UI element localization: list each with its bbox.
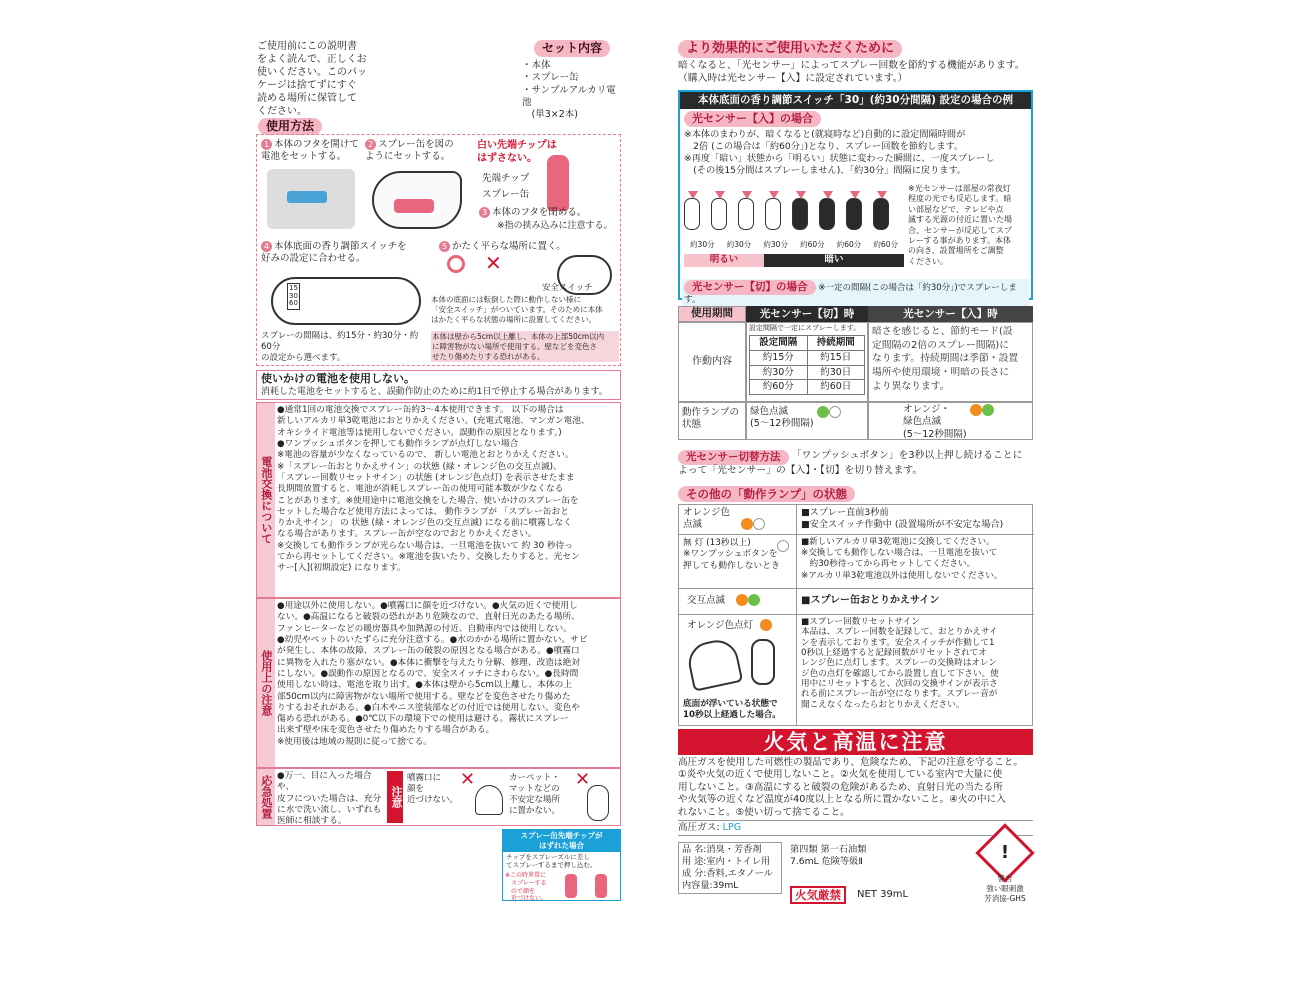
period-header: 使用期間 xyxy=(678,306,746,322)
fire-text: 高圧ガスを使用した可燃性の製品であり、危険なため、下記の注意を守ること。 ①炎や火気の近くで使用しないこと。②火気を使用している室内で大量に使 用しないこと。③高温にすると破裂の危険があるため、直射日光の当たる所 や火気等の近くなど温度が40度以上となる所に置かないこと。④火の中に入 れないこと。⑤使い切って捨てること。 xyxy=(678,757,1023,818)
timeline-interval-label: 約60分 xyxy=(836,240,862,249)
face-icon xyxy=(475,785,503,815)
tip-small-title: スプレー缶先端チップが はずれた場合 xyxy=(503,830,620,852)
timeline-interval-label: 約60分 xyxy=(873,240,898,249)
timeline-device-icon xyxy=(684,198,700,230)
step5-text: かたく平らな場所に置く。 xyxy=(452,241,566,252)
step4-text: 本体底面の香り調節スイッチを 好みの設定に合わせる。 xyxy=(261,241,407,265)
interval-row xyxy=(750,380,865,395)
step4-icon: 4 xyxy=(261,241,272,252)
orange-alt-icon xyxy=(736,594,748,606)
sec2-text: ●用途以外に使用しない。●噴霧口に顔を近づけない。●火気の近くで使用し ない。●高温になると破裂の恐れがあり危険なので、直射日光のあたる場所、 ファンヒーターなどの暖房器具や加熱源の付近、自動車内では使用しない。 ●幼児やペットのいたずらに充分注意する。●水のかかる場所に置かない。サビ が発生し、本体の故障、スプレー缶の破裂の原因となる場合がある。●噴霧口 に異物を入れたり塞がない。●本体に衝撃を与えたり分解、修理、改造は絶対 にしない。●誤動作の原因となるので、安全スイッチにさわらない。●長時間 使用しない時は、電池を取り出す。●本体は壁から5cm以上離し、本体の上 部50cm以内に障害物がない場所で使用する。壁などを変色させたり傷めた りするおそれがある。●白木やニス塗装部などの付近では使用しない。変色や 傷める恐れがある。●0℃以下の環境下での使用は避ける。霧状にスプレー 出来ず壁や床を変色させたり傷めたりする場合がある。 ※使用後は地域の規則に従って捨てる。 xyxy=(277,601,588,747)
example-header: 本体底面の香り調節スイッチ「30」(約30分間隔) 設定の場合の例 xyxy=(680,92,1031,109)
switch-title: 光センサー切替方法 xyxy=(678,450,789,465)
interval-row xyxy=(750,350,865,365)
hazard-info: 第四類 第一石油類 7.6mL 危険等級Ⅱ xyxy=(790,844,867,867)
timeline-interval-label: 約30分 xyxy=(726,240,752,249)
step3-note: ※指の挟み込みに注意する。 xyxy=(497,221,613,231)
tip-warning: 白い先端チップは はずさない。 xyxy=(477,140,557,164)
usage-title: 使用方法 xyxy=(258,118,322,135)
example-box xyxy=(678,90,1033,306)
battery-note: 消耗した電池をセットすると、誤動作防止のために約1日で停止する場合があります。 xyxy=(261,386,608,397)
lamp-label: 動作ランプの 状態 xyxy=(678,402,746,440)
switch-illustration xyxy=(271,277,421,325)
spray-can-small-icon-2 xyxy=(595,874,607,898)
usage-box xyxy=(256,134,621,366)
caution-label: 注意 xyxy=(387,771,403,823)
battery-title: 使いかけの電池を使用しない。 xyxy=(261,372,415,385)
sec3-label: 応急処置 xyxy=(257,769,275,825)
intro-text: ご使用前にこの説明書 をよく読んで、正しくお 使いください。このパッ ケージは捨てずにすぐ 読める場所に保管して ください。 xyxy=(257,41,367,117)
duration-cell: 約60日 xyxy=(807,380,865,395)
lamp-off: 緑色点滅 (5～12秒間隔) xyxy=(750,406,814,430)
step3-text: 本体のフタを閉める。 xyxy=(492,207,587,218)
interval-row xyxy=(750,365,865,380)
timeline-device-icon xyxy=(738,198,754,230)
off-header: 光センサー【切】時 xyxy=(746,306,868,322)
period-label: 作動内容 xyxy=(678,322,746,402)
ng-cross-icon: ✕ xyxy=(485,251,502,275)
timeline-interval-label: 約60分 xyxy=(800,240,825,249)
step1-text: 本体のフタを開けて 電池をセットする。 xyxy=(261,139,359,163)
tip-label: 先端チップ xyxy=(482,173,530,184)
lamp2-state: 無 灯 (13秒以上) ※ワンプッシュボタンを 押しても動作しないとき xyxy=(683,538,780,571)
ok-circle-icon xyxy=(447,255,465,273)
col-interval: 設定間隔 xyxy=(750,335,808,350)
timeline-interval-label: 約30分 xyxy=(763,240,788,249)
sensor-on-text: ※本体のまわりが、暗くなると(就寝時など)自動的に設定間隔時間が 2倍 (この場合は「約60分」)となり、スプレー回数を節約します。 ※再度「暗い」状態から「明るい」状態に変わった瞬間に、一度スプレーし (その後15分間はスプレーしません)、「約30分」間隔に戻ります。 xyxy=(684,128,995,176)
duration-cell: 約30日 xyxy=(807,365,865,380)
effect-title: より効果的にご使用いただくために xyxy=(678,40,902,58)
fire-banner: 火気と高温に注意 xyxy=(678,729,1033,755)
sec3-text: ●万一、目に入った場合や、 皮フについた場合は、充分 に水で洗い流し、いずれも 医師に相談する。 xyxy=(277,771,382,827)
lamp-on: オレンジ・ 緑色点滅 (5～12秒間隔) xyxy=(903,404,967,440)
set-items: ・本体 ・スプレー缶 ・サンプルアルカリ電池 (単3×2本) xyxy=(522,60,616,121)
battery-warning-box xyxy=(256,370,621,400)
sensor-side-note: ※光センサーは部屋の常夜灯 程度の光でも反応します。暗 い部屋などで、テレビや点 滅する光源の付近に置いた場 合、センサーが反応してスプ レーする事があります。本体 の向き、設置場所をご調整 ください。 xyxy=(908,184,1012,266)
step3-icon: 3 xyxy=(479,207,490,218)
period-table xyxy=(678,306,1033,441)
sec1-text: ●通常1回の電池交換でスプレー缶約3～4本使用できます。 以下の場合は 新しいアルカリ単3乾電池におとりかえください。(充電式電池、マンガン電池、 オキシライド電池等は使用しないでください。誤動作の原因となります。) ●ワンプッシュボタンを押しても動作ランプが点灯しない場合 ※電池の容量が少なくなっているので、 新しい電池とおとりかえください。 ※「スプレー缶おとりかえサイン」の状態 (緑・オレンジ色の交互点滅)、 「スプレー回数リセットサイン」の状態 (オレンジ色点灯) を表示させたまま 長期間放置すると、電池が消耗しスプレー缶の使用可能本数が少なくなる ことがあります。※使用途中に電池交換をした場合、使いかけのスプレー缶を セットした場合など使用方法によっては、 動作ランプが 「スプレー缶おと りかえサイン」 の 状態 (緑・オレンジ色の交互点滅) になる前に噴霧しなく なる場合があります。スプレー缶が空なのでおとりかえください。 ※交換しても動作ランプが光らない場合は、一旦電池を抜いて 約 30 秒待っ てから再セットしてください。※電池を抜いたり、交換したりすると、光セン サー[入](初期設定) になります。 xyxy=(277,405,590,574)
spray-bottle-icon xyxy=(547,155,569,211)
timeline-device-icon xyxy=(765,198,781,230)
ghs-text: 警告 強い眼刺激 芳消協-GHS xyxy=(984,874,1026,903)
sensor-off-title: 光センサー【切】の場合 xyxy=(684,280,816,295)
interval-cell: 約30分 xyxy=(750,365,808,380)
tip-detached-box xyxy=(502,829,621,901)
green-alt-icon xyxy=(748,594,760,606)
lamp-state-table xyxy=(678,504,1033,726)
caution-2: カーペット・ マットなどの 不安定な場所 に置かない。 xyxy=(509,773,561,817)
sensor-off-text: ※一定の間隔(この場合は「約30分」)でスプレーします。 xyxy=(684,283,1017,306)
fire-strict-label: 火気厳禁 xyxy=(790,886,846,904)
ng-carpet-cross-icon: ✕ xyxy=(575,769,591,790)
lamp3-state: 交互点滅 xyxy=(687,595,726,606)
step4-note: スプレーの間隔は、約15分・約30分・約60分 の設定から選べます。 xyxy=(261,331,419,364)
orange-lamp-icon xyxy=(970,404,982,416)
ng-face-cross-icon: ✕ xyxy=(460,769,476,790)
lamp4-state: オレンジ色点灯 xyxy=(687,620,754,631)
green-lamp-icon-2 xyxy=(982,404,994,416)
step5-note: 本体の底面には転倒した際に動作しない様に 「安全スイッチ」がついています。そのために本体 はかたく平らな状態の場所に設置してください。 xyxy=(431,295,603,324)
lamp4-note: 底面が浮いている状態で 10秒以上経過した場合。 xyxy=(683,699,781,721)
timeline-device-icon xyxy=(846,198,862,230)
duration-cell: 約15日 xyxy=(807,350,865,365)
step2-text: スプレー缶を図の ようにセットする。 xyxy=(365,139,454,163)
set-contents xyxy=(522,40,622,122)
exclamation-icon: ! xyxy=(1000,842,1010,863)
tip-small-text: チップをスプレーズルに差し てスプレーするまで押し込む。 xyxy=(506,852,597,869)
lamp-off-icon xyxy=(829,406,841,418)
no-light-icon xyxy=(777,540,789,552)
lamp2-desc: ■新しいアルカリ単3乾電池に交換してください。 ※交換しても動作しない場合は、一旦電池を抜いて 約30秒待ってから再セットしてください。 ※アルカリ単3乾電池以外は使用しないでください。 xyxy=(797,535,1034,589)
timeline-device-icon xyxy=(873,198,889,230)
gas-label: 高圧ガス: xyxy=(678,822,720,833)
orange-on-icon xyxy=(760,619,772,631)
sensor-on-title: 光センサー【入】の場合 xyxy=(684,111,821,127)
interval-table xyxy=(749,335,865,396)
col-duration: 持続期間 xyxy=(807,335,865,350)
interval-cell: 約15分 xyxy=(750,350,808,365)
interval-cell: 約60分 xyxy=(750,380,808,395)
section-first-aid xyxy=(256,768,621,826)
device-on-carpet-icon xyxy=(587,785,609,821)
lamp4-desc: ■スプレー回数リセットサイン 本品は、スプレー回数を記録して、おとりかえサイ ンを表示しております。安全スイッチが作動して1 0秒以上経過すると記録回数がリセットされてオ レンジ色に点灯します。スプレーの交換時はオレン ジ色の点灯を確認してから設置し直して下さい。使 用中にリセットすると、次回の交換サインが表示さ れる前にスプレー缶が空になります。スプレー音が 聞こえなくなったらおとりかえください。 xyxy=(801,617,999,710)
orange-blink-icon xyxy=(741,518,753,530)
can-label: スプレー缶 xyxy=(482,189,530,200)
safety-switch-label: 安全スイッチ xyxy=(542,283,593,293)
switch-text: 「ワンプッシュボタン」を3秒以上押し続けることに よって「光センサー」の【入】・【切】を切り替えます。 xyxy=(678,450,1023,477)
gas-value: LPG xyxy=(722,822,742,833)
timeline-device-icon xyxy=(819,198,835,230)
other-title: その他の「動作ランプ」の状態 xyxy=(678,486,855,502)
spray-can-icon xyxy=(394,199,434,213)
dark-label: 暗い xyxy=(764,254,904,267)
timeline-intervals xyxy=(684,240,904,252)
lamp1-desc: ■スプレー直前3秒前 ■安全スイッチ作動中 (設置場所が不安定な場合) xyxy=(797,505,1034,535)
lamp3-desc: ■スプレー缶おとりかえサイン xyxy=(797,589,1034,615)
timeline-device-icon xyxy=(792,198,808,230)
green-lamp-icon xyxy=(817,406,829,418)
set-title: セット内容 xyxy=(534,40,610,57)
section-caution xyxy=(256,598,621,768)
on-header: 光センサー【入】時 xyxy=(868,306,1033,322)
step1-icon: 1 xyxy=(261,139,272,150)
battery-icon xyxy=(287,191,327,203)
net-content: NET 39mL xyxy=(857,889,909,900)
battery-illustration xyxy=(267,169,355,229)
step2-icon: 2 xyxy=(365,139,376,150)
lamp-off-icon-2 xyxy=(753,518,765,530)
tip-small-warn: ※この時異常に スプレーする ので顔を 近づけない。 xyxy=(505,872,548,903)
timeline-devices xyxy=(684,190,904,236)
device-icon xyxy=(751,639,775,685)
tilted-device-icon xyxy=(685,636,743,691)
off-note: 設定間隔で一定にスプレーします。 xyxy=(749,324,861,332)
timeline-interval-label: 約30分 xyxy=(690,240,715,249)
lamp1-state: オレンジ色 点滅 xyxy=(683,507,731,531)
product-info: 品 名:消臭・芳香剤 用 途:室内・トイレ用 成 分:香料,エタノール 内容量:39mL xyxy=(678,842,782,894)
step5-icon: 5 xyxy=(439,241,450,252)
caution-1: 噴霧口に 顔を 近づけない。 xyxy=(407,773,459,806)
spray-can-small-icon xyxy=(565,874,577,898)
can-illustration xyxy=(372,171,462,229)
switch-values: 15 30 60 xyxy=(287,283,300,310)
sec1-label: 電池交換について xyxy=(257,403,275,597)
sec2-label: 使用上の注意 xyxy=(257,599,275,767)
step5-note2: 本体は壁から5cm以上離し、本体の上部50cm以内 に障害物がない場所で使用する。壁などを変色さ せたり傷めたりする恐れがある。 xyxy=(431,331,619,362)
section-battery xyxy=(256,402,621,598)
timeline-device-icon xyxy=(711,198,727,230)
bright-label: 明るい xyxy=(684,254,764,267)
on-text: 暗さを感じると、節約モード(設 定間隔の2倍のスプレー間隔)に なります。持続期間は季節・設置 場所や使用環境・明暗の長さに より異なります。 xyxy=(868,322,1033,402)
effect-text: 暗くなると、「光センサー」によってスプレー回数を節約する機能があります。 （購入時は光センサー【入】に設定されています。） xyxy=(678,60,1025,84)
